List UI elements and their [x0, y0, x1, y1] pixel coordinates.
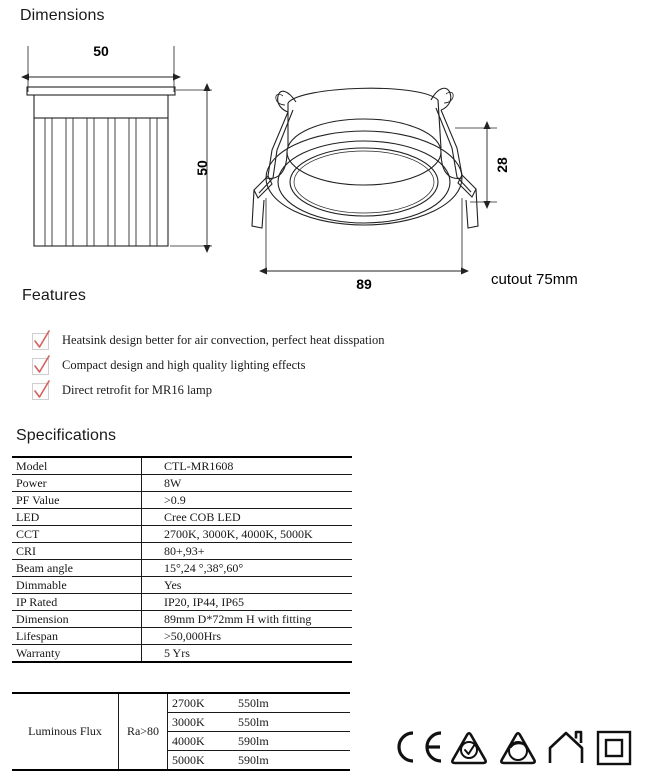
- spec-key: Beam angle: [12, 560, 142, 577]
- spec-key: Model: [12, 457, 142, 475]
- flux-cct: 5000K: [168, 751, 229, 771]
- spec-key: CCT: [12, 526, 142, 543]
- rcm-tick-mark-icon: [452, 733, 485, 763]
- table-row: [12, 577, 352, 594]
- flux-cct: 4000K: [168, 732, 229, 751]
- cutout-label: cutout 75mm: [491, 271, 578, 288]
- spec-value: 5 Yrs: [142, 645, 353, 663]
- spec-key: Dimension: [12, 611, 142, 628]
- spec-key: LED: [12, 509, 142, 526]
- dimension-diameter-89: [266, 198, 462, 273]
- spec-key: Dimmable: [12, 577, 142, 594]
- flux-lumens: 550lm: [228, 713, 350, 732]
- feature-text: Heatsink design better for air convection, perfect heat disspation: [62, 333, 385, 347]
- table-row: [12, 509, 352, 526]
- spec-key: IP Rated: [12, 594, 142, 611]
- flux-cct: 2700K: [168, 693, 229, 713]
- page-title-dimensions: Dimensions: [20, 7, 105, 24]
- technical-drawings: [0, 30, 654, 292]
- table-row: [12, 611, 352, 628]
- table-row: [12, 492, 352, 509]
- feature-text: Direct retrofit for MR16 lamp: [62, 383, 212, 397]
- spec-value: Yes: [142, 577, 353, 594]
- spec-value: 15°,24 °,38°,60°: [142, 560, 353, 577]
- flux-cct: 3000K: [168, 713, 229, 732]
- feature-item: [32, 355, 532, 380]
- ce-mark-icon: [399, 733, 441, 761]
- flux-lumens: 590lm: [228, 732, 350, 751]
- c-tick-mark-icon: [501, 733, 534, 763]
- specifications-table: [12, 456, 352, 663]
- class-two-square-icon: [598, 732, 630, 764]
- dimension-diameter-label: 89: [356, 276, 372, 292]
- spec-value: IP20, IP44, IP65: [142, 594, 353, 611]
- flux-row-label: Luminous Flux: [12, 693, 119, 770]
- spec-value: 2700K, 3000K, 4000K, 5000K: [142, 526, 353, 543]
- perspective-view: [252, 88, 510, 292]
- feature-text: Compact design and high quality lighting effects: [62, 358, 306, 372]
- flux-lumens: 550lm: [228, 693, 350, 713]
- dimension-width-label: 50: [93, 43, 109, 59]
- table-row: [12, 594, 352, 611]
- table-row: [12, 526, 352, 543]
- spec-key: PF Value: [12, 492, 142, 509]
- table-row: [12, 457, 352, 475]
- side-elevation-view: [27, 43, 212, 246]
- spec-value: 89mm D*72mm H with fitting: [142, 611, 353, 628]
- dimension-height-label: 50: [194, 160, 210, 176]
- section-title-specifications: Specifications: [16, 427, 117, 444]
- dimension-width-50: [28, 43, 174, 92]
- table-row: [12, 560, 352, 577]
- checkbox-checked-icon: [32, 358, 49, 375]
- spec-value: >0.9: [142, 492, 353, 509]
- table-row: [12, 645, 352, 663]
- dimension-height-50: [170, 90, 212, 246]
- spec-value: 80+,93+: [142, 543, 353, 560]
- spec-value: 8W: [142, 475, 353, 492]
- table-row: [12, 628, 352, 645]
- table-row: [12, 543, 352, 560]
- spec-key: Power: [12, 475, 142, 492]
- spec-value: CTL-MR1608: [142, 457, 353, 475]
- flux-ra-value: Ra>80: [119, 693, 168, 770]
- luminous-flux-table: [12, 692, 350, 771]
- feature-item: [32, 380, 532, 405]
- section-title-features: Features: [22, 287, 86, 304]
- spec-value: Cree COB LED: [142, 509, 353, 526]
- dimension-depth-label: 28: [494, 157, 510, 173]
- spec-value: >50,000Hrs: [142, 628, 353, 645]
- feature-item: [32, 330, 532, 355]
- table-row: [12, 475, 352, 492]
- table-row: [12, 693, 350, 713]
- spec-key: Warranty: [12, 645, 142, 663]
- certification-marks: [393, 726, 648, 768]
- spec-key: Lifespan: [12, 628, 142, 645]
- drawing-canvas: [0, 30, 654, 292]
- flux-lumens: 590lm: [228, 751, 350, 771]
- checkbox-checked-icon: [32, 383, 49, 400]
- features-list: [32, 330, 532, 405]
- spec-key: CRI: [12, 543, 142, 560]
- checkbox-checked-icon: [32, 333, 49, 350]
- heatsink-fins: [45, 118, 157, 246]
- indoor-use-house-icon: [550, 732, 582, 763]
